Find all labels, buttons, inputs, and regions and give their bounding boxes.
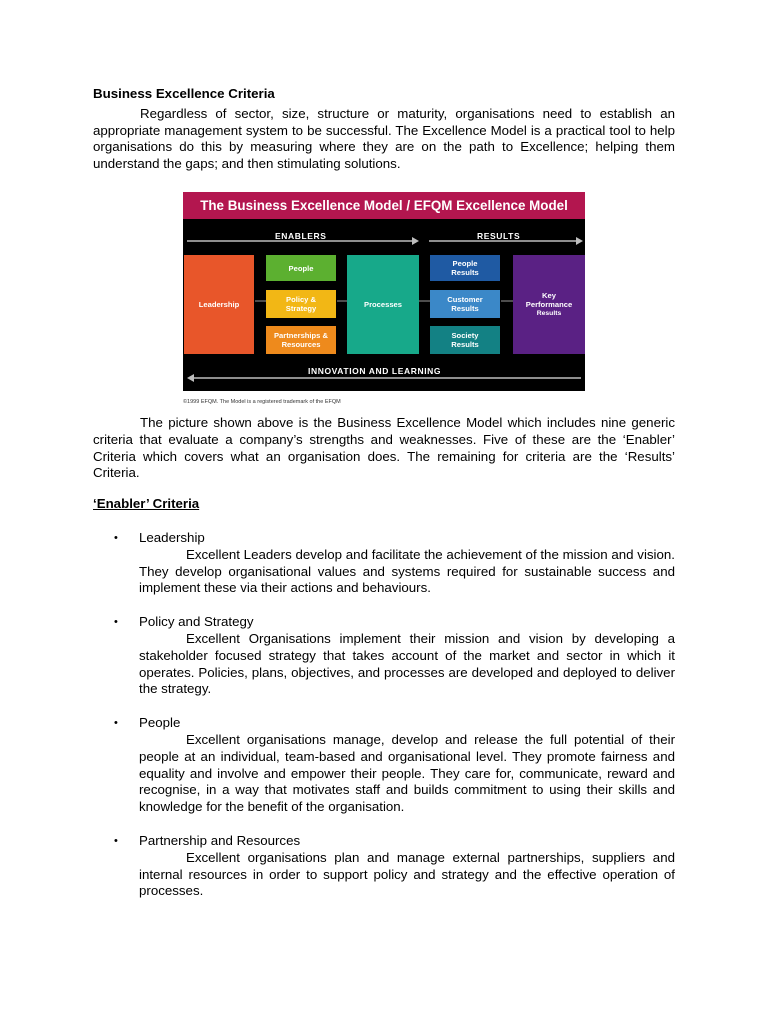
bullet-icon: • <box>114 717 118 730</box>
customer-results-box: Customer Results <box>430 290 500 318</box>
key-results-box <box>513 255 585 354</box>
bullet-icon: • <box>114 834 118 847</box>
policy-strategy-box: Policy & Strategy <box>266 290 336 318</box>
criteria-list <box>93 530 675 900</box>
excellence-model-diagram <box>183 192 585 391</box>
results-label: RESULTS <box>477 231 521 241</box>
explanation-paragraph: The picture shown above is the Business Excellence Model which includes nine generic criteria that evaluate a company’s strengths and weaknesses. Five of these are the ‘Enabler’ Criteria which covers what an organisation does. The remaining for criteria are the ‘Results’ Criteria. <box>93 414 675 481</box>
key-results-line: Performance <box>525 300 573 309</box>
intro-paragraph: Regardless of sector, size, structure or maturity, organisations need to establish an appropriate management system to be successful. The Excellence Model is a practical tool to help organisations do this by measuring where they are on the path to Excellence; helping them understand the gaps; and then stimulating solutions. <box>93 105 675 172</box>
criterion-title: Leadership <box>139 529 205 545</box>
criterion-description: Excellent organisations manage, develop and release the full potential of their people at an individual, team-based and organisational level. They promote fairness and equality and involve and empower their people. They care for, communicate, reward and recognise, in a way that motivates staff and builds commitment to using their skills and knowledge for the benefit of the organisation. <box>139 731 675 815</box>
criterion-title: Policy and Strategy <box>139 614 254 630</box>
criterion-title: Partnership and Resources <box>139 832 301 848</box>
people-results-box: People Results <box>430 255 500 281</box>
innovation-label: INNOVATION AND LEARNING <box>308 366 442 376</box>
enabler-criteria-heading: ‘Enabler’ Criteria <box>93 496 200 512</box>
processes-box: Processes <box>347 255 419 354</box>
people-box: People <box>266 255 336 281</box>
key-results-line: Key <box>542 291 556 300</box>
key-results-line: Results <box>536 310 562 317</box>
bullet-icon: • <box>114 616 118 629</box>
leadership-box: Leadership <box>184 255 254 354</box>
list-item <box>93 715 675 816</box>
enablers-label: ENABLERS <box>275 231 327 241</box>
criterion-title: People <box>139 715 181 731</box>
bullet-icon: • <box>114 531 118 544</box>
page-title: Business Excellence Criteria <box>93 86 275 101</box>
diagram-caption: ©1999 EFQM. The Model is a registered trademark of the EFQM <box>183 399 341 405</box>
criterion-description: Excellent organisations plan and manage external partnerships, suppliers and internal resources in order to support policy and strategy and the effective operation of processes. <box>139 849 675 899</box>
partnerships-box: Partnerships & Resources <box>266 326 336 354</box>
criterion-description: Excellent Leaders develop and facilitate the achievement of the mission and vision. They develop organisational values and systems required for sustainable success and implement these via their actions and behaviours. <box>139 546 675 596</box>
list-item <box>93 614 675 698</box>
list-item <box>93 530 675 597</box>
society-results-box: Society Results <box>430 326 500 354</box>
diagram-title: The Business Excellence Model / EFQM Excellence Model <box>183 192 585 219</box>
innovation-arrow-head <box>187 374 194 382</box>
enablers-arrow-head <box>412 237 419 245</box>
criterion-description: Excellent Organisations implement their mission and vision by developing a stakeholder focused strategy that takes account of the market and sector in which it operates. Policies, plans, objectives, and processes are developed and deployed to deliver the strategy. <box>139 630 675 697</box>
list-item <box>93 833 675 900</box>
results-arrow-head <box>576 237 583 245</box>
